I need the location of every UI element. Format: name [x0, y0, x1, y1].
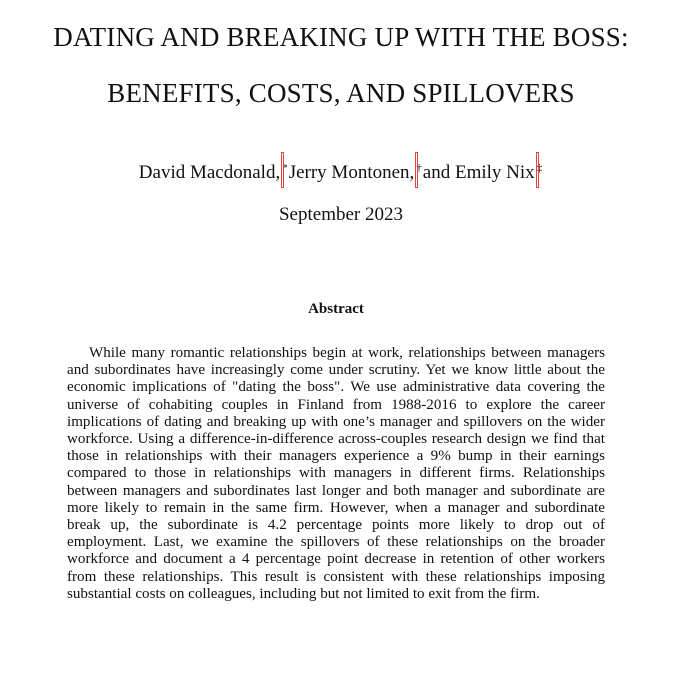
paper-title-line-1: DATING AND BREAKING UP WITH THE BOSS:	[53, 22, 629, 52]
abstract-heading: Abstract	[308, 301, 364, 317]
footnote-link-1[interactable]	[281, 152, 284, 188]
abstract-paragraph: While many romantic relationships begin at work, relationships between managers and subordinates have increasingly come under scrutiny. Yet we know little about the economic implications of "dating the boss". We use administrative data covering the universe of cohabiting couples in Finland from 1988-2016 to explore the career implications of dating and breaking up with one’s manager and spillovers on the wider workforce. Using a difference-in-difference across-couples research design we find that those in relationships with their managers experience a 9% bump in their earnings compared to those in relationships with managers in different firms. Relationships between managers and subordinates last longer and both manager and subordinate are more likely to remain in the same firm. However, when a manager and subordinate break up, the subordinate is 4.2 percentage points more likely to drop out of employment. Last, we examine the spillovers of these relationships on the broader workforce and document a 4 percentage point decrease in retention of other workers from these relationships. This result is consistent with these relationships imposing substantial costs on colleagues, including but not limited to exit from the firm.	[67, 345, 605, 602]
author-list	[0, 152, 682, 188]
author-name: and Emily Nix	[422, 162, 535, 183]
paper-title-line-2: BENEFITS, COSTS, AND SPILLOVERS	[107, 78, 575, 108]
author-name: David Macdonald,	[138, 162, 281, 183]
footnote-link-2[interactable]	[415, 152, 418, 188]
footnote-mark-3: ‡	[536, 162, 543, 174]
footnote-mark-2: †	[416, 162, 422, 174]
publication-date: September 2023	[278, 204, 403, 225]
abstract-body	[67, 345, 605, 603]
footnote-mark-1: *	[282, 162, 288, 174]
author-name: Jerry Montonen,	[288, 162, 415, 183]
footnote-link-3[interactable]	[536, 152, 539, 188]
